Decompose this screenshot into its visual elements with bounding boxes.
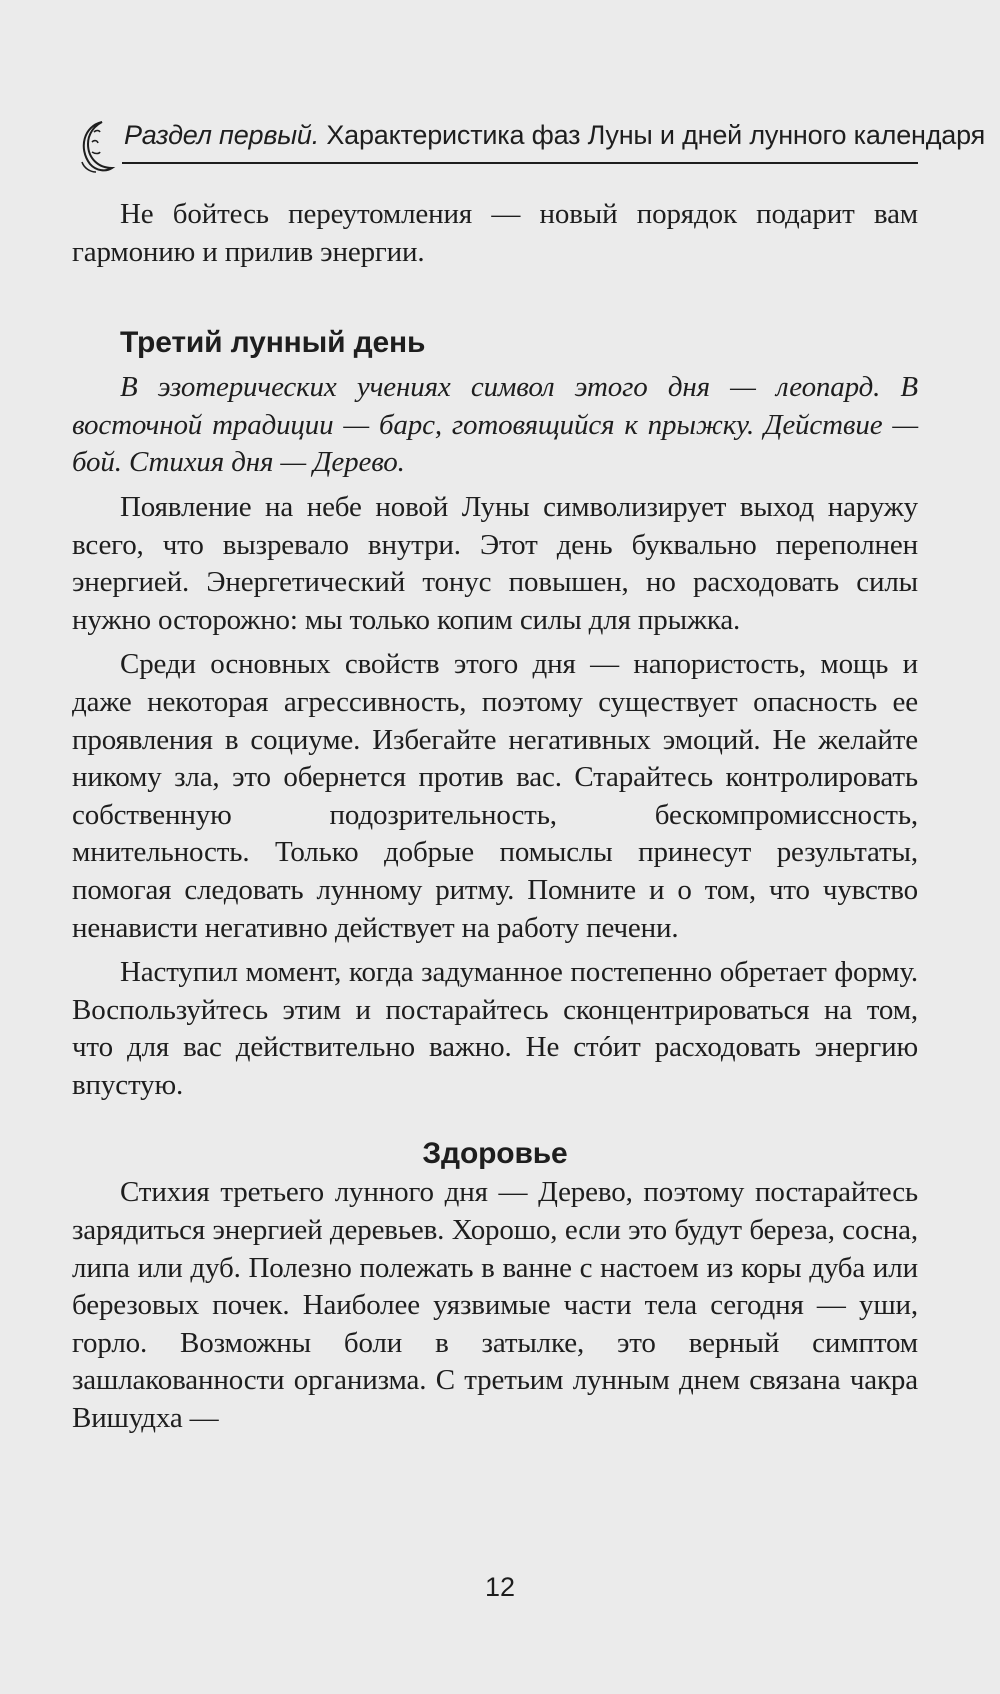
page-body [72,196,918,1438]
crescent-moon-face-icon [72,118,116,174]
health-heading: Здоровье [422,1137,568,1171]
health-paragraph: Стихия третьего лунного дня — Дерево, поэтому постарайтесь зарядиться энергией деревьев. Хорошо, если это будут береза, сосна, липа или дуб. Полезно полежать в ванне с настоем из коры дуба или березовых почек. Наиболее уязвимые части тела сегодня — уши, горло. Возможны боли в затылке, это верный симптом зашлакованности организма. С третьим лунным днем связана чакра Вишудха — [72,1176,918,1435]
day-symbol-lead: В эзотерических учениях символ этого дня — леопард. В восточной традиции — барс, готовящийся к прыжку. Действие — бой. Стихия дня — Дерево. [72,371,918,479]
page-number: 12 [484,1572,516,1602]
header-text [124,120,985,151]
intro-paragraph: Не бойтесь переутомления — новый порядок подарит вам гармонию и прилив энергии. [72,198,918,268]
day-paragraph-1: Появление на небе новой Луны символизирует выход наружу всего, что вызревало внутри. Этот день буквально переполнен энергией. Энергетический тонус повышен, но расходовать силы нужно осторожно: мы только копим силы для прыжка. [72,490,918,636]
day-heading: Третий лунный день [120,326,426,360]
running-header [72,118,986,174]
day-paragraph-3: Наступил момент, когда задуманное постепенно обретает форму. Воспользуйтесь этим и постарайтесь сконцентрироваться на том, что для вас действительно важно. Не стóит расходовать энергию впустую. [72,956,918,1101]
header-rule [122,162,918,164]
day-paragraph-2: Среди основных свойств этого дня — напористость, мощь и даже некоторая агрессивность, поэтому существует опасность ее проявления в социуме. Избегайте негативных эмоций. Не желайте никому зла, это обернется против вас. Старайтесь контролировать собственную подозрительность, бескомпромиссность, мнительность. Только добрые помыслы принесут результаты, помогая следовать лунному ритму. Помните и о том, что чувство ненависти негативно действует на работу печени. [72,648,918,944]
header-section-label: Раздел первый. [124,120,320,150]
header-title: Характеристика фаз Луны и дней лунного календаря [326,120,986,150]
